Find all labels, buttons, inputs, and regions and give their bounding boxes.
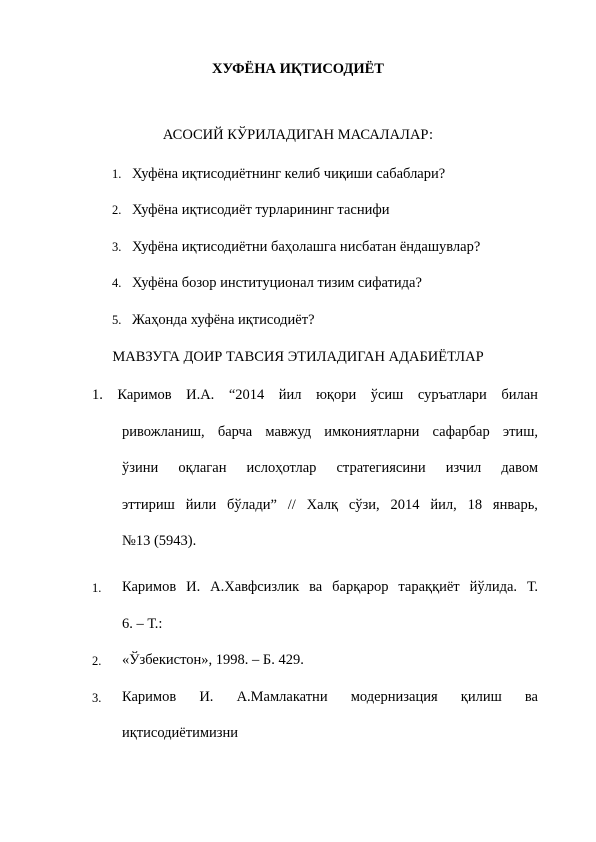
- word: изчил: [445, 460, 482, 476]
- question-text: Хуфёна иқтисодиётнинг келиб чиқиши сабаблари?: [132, 166, 446, 182]
- word: ўзини: [122, 460, 159, 476]
- question-item: [112, 311, 315, 329]
- word: январь,: [492, 497, 538, 513]
- section-subtitle: АСОСИЙ КЎРИЛАДИГАН МАСАЛАЛАР:: [162, 127, 434, 143]
- word: Каримов: [117, 387, 172, 403]
- word: “2014: [228, 387, 265, 403]
- question-item: [112, 165, 445, 183]
- word: 2014: [390, 497, 420, 513]
- page-title: ХУФЁНА ИҚТИСОДИЁТ: [212, 61, 384, 77]
- literature-heading: МАВЗУГА ДОИР ТАВСИЯ ЭТИЛАДИГАН АДАБИЁТЛАР: [112, 349, 484, 365]
- literature-number: 3.: [92, 691, 102, 705]
- question-item: [112, 201, 390, 219]
- word: имкониятларни: [324, 424, 420, 440]
- literature-line: [92, 386, 538, 404]
- word: модернизация: [350, 689, 438, 705]
- word: давом: [501, 460, 538, 476]
- word: эттириш: [122, 497, 175, 513]
- question-item: [112, 274, 422, 292]
- literature-line: [122, 496, 538, 514]
- word: ва: [524, 689, 538, 705]
- question-number: 5.: [112, 313, 122, 327]
- word: бўлади”: [227, 497, 277, 513]
- word: ривожланиш,: [122, 424, 205, 440]
- literature-line: [122, 423, 538, 441]
- word: И.: [199, 689, 214, 705]
- word: йили: [185, 497, 217, 513]
- word: қилиш: [460, 689, 502, 705]
- word: сўзи,: [348, 497, 380, 513]
- literature-line: 6. – Т.:: [122, 616, 163, 632]
- literature-line: иқтисодиётимизни: [122, 725, 239, 741]
- word: стратегиясини: [336, 460, 426, 476]
- word: оқлаган: [178, 460, 227, 476]
- word: //: [287, 497, 296, 513]
- word: юқори: [316, 387, 357, 403]
- literature-line: №13 (5943).: [122, 533, 197, 549]
- question-text: Хуфёна иқтисодиёт турларининг таснифи: [132, 202, 390, 218]
- question-number: 1.: [112, 167, 122, 181]
- word: мавжуд: [265, 424, 312, 440]
- question-number: 3.: [112, 240, 122, 254]
- word: суръатлари: [417, 387, 487, 403]
- question-number: 2.: [112, 203, 122, 217]
- word: билан: [501, 387, 538, 403]
- question-text: Жаҳонда хуфёна иқтисодиёт?: [132, 312, 315, 328]
- question-item: [112, 238, 480, 256]
- word: Каримов: [122, 689, 177, 705]
- literature-line: [122, 459, 538, 477]
- word: Халқ: [306, 497, 338, 513]
- literature-number: 2.: [92, 654, 102, 668]
- word: 18: [467, 497, 483, 513]
- word: И.А.: [186, 387, 215, 403]
- word: барча: [217, 424, 253, 440]
- word: А.Мамлакатни: [236, 689, 328, 705]
- word: 1.: [92, 387, 103, 403]
- literature-line: [122, 688, 538, 706]
- question-text: Хуфёна бозор институционал тизим сифатида?: [132, 275, 422, 291]
- word: ислоҳотлар: [246, 460, 317, 476]
- word: йил,: [430, 497, 457, 513]
- literature-number: 1.: [92, 581, 102, 595]
- question-number: 4.: [112, 276, 122, 290]
- literature-line: Каримов И. А.Хавфсизлик ва барқарор тараққиёт йўлида. Т.: [122, 579, 538, 595]
- word: этиш,: [502, 424, 538, 440]
- literature-line: «Ўзбекистон», 1998. – Б. 429.: [122, 652, 304, 668]
- word: ўсиш: [370, 387, 404, 403]
- question-text: Хуфёна иқтисодиётни баҳолашга нисбатан ёндашувлар?: [132, 239, 481, 255]
- word: сафарбар: [432, 424, 490, 440]
- word: йил: [278, 387, 302, 403]
